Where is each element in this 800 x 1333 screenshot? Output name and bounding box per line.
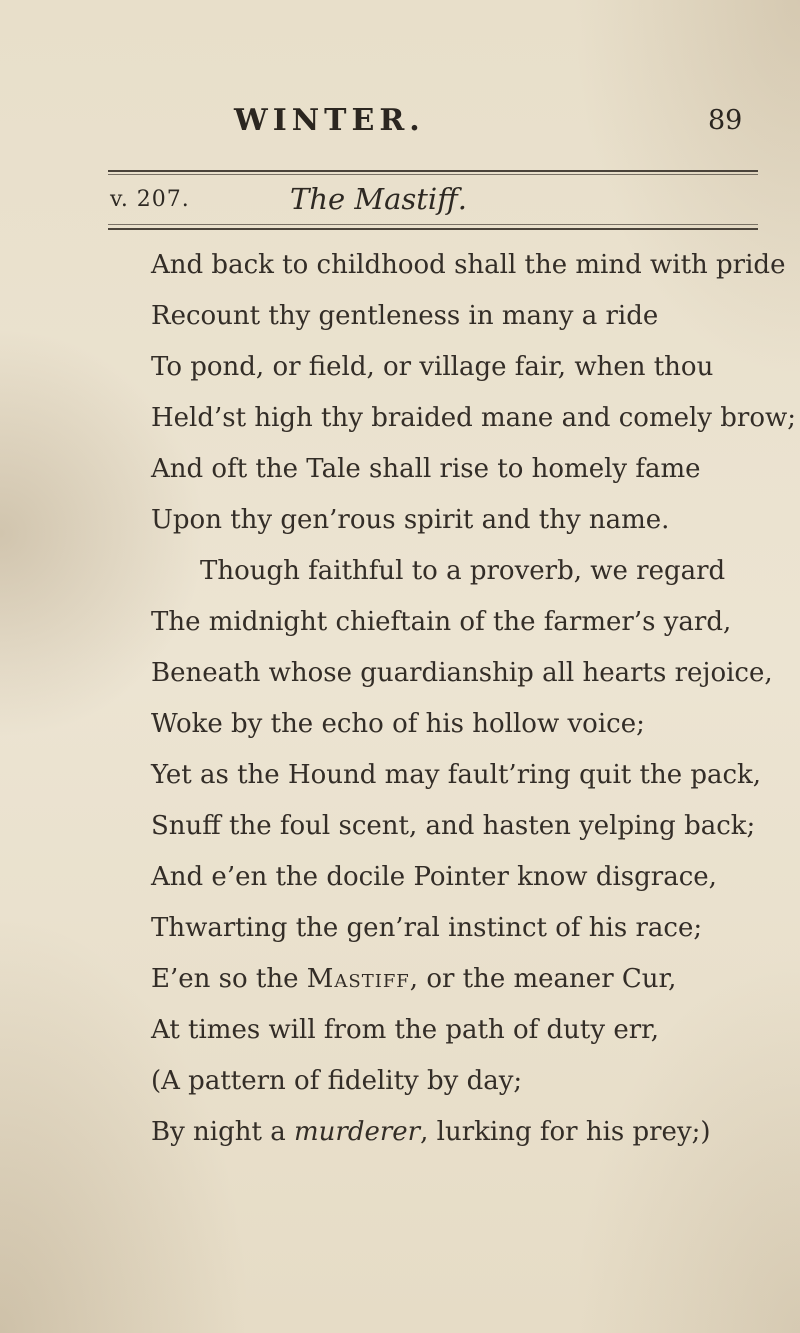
poem-line: To pond, or field, or village fair, when thou — [151, 352, 714, 382]
poem-line: Upon thy gen’rous spirit and thy name. — [151, 505, 670, 535]
poem-line: Yet as the Hound may fault’ring quit the pack, — [151, 760, 762, 790]
poem-line — [151, 1015, 659, 1045]
poem-line: Woke by the echo of his hollow voice; — [151, 709, 645, 739]
subheader — [0, 180, 800, 220]
line-text: E’en so the — [151, 964, 307, 994]
line-text-italic: murderer — [294, 1117, 421, 1147]
bottom-rule-thin — [108, 224, 758, 225]
bottom-rule — [108, 228, 758, 230]
poem-line: Thwarting the gen’ral instinct of his race; — [151, 913, 703, 943]
line-text: (A pattern of fidelity by day; — [151, 1066, 523, 1096]
poem-line: And back to childhood shall the mind with pride — [151, 250, 786, 280]
poem-line: The midnight chieftain of the farmer’s yard, — [151, 607, 732, 637]
top-rule-thin — [108, 174, 758, 175]
running-title: WINTER. — [234, 103, 425, 138]
section-title: The Mastiff. — [290, 182, 467, 216]
top-rule — [108, 170, 758, 172]
line-text: , or the meaner Cur, — [409, 964, 677, 994]
poem-line — [151, 964, 676, 994]
poem-line: And oft the Tale shall rise to homely fame — [151, 454, 701, 484]
poem-line: Though faithful to a proverb, we regard — [200, 556, 726, 586]
line-text: At times will from the path of duty err, — [151, 1015, 659, 1045]
poem-line: And e’en the docile Pointer know disgrace, — [151, 862, 717, 892]
poem-line — [151, 1117, 711, 1147]
poem-line — [151, 1066, 522, 1096]
line-text: , lurking for his prey;) — [420, 1117, 711, 1147]
poem-line: Beneath whose guardianship all hearts rejoice, — [151, 658, 773, 688]
line-text-smallcaps: Mastiff — [306, 964, 410, 994]
poem-line: Recount thy gentleness in many a ride — [151, 301, 659, 331]
poem-line: Snuff the foul scent, and hasten yelping back; — [151, 811, 756, 841]
running-head — [0, 103, 800, 143]
poem-line: Held’st high thy braided mane and comely brow; — [151, 403, 796, 433]
verse-number: v. 207. — [110, 187, 190, 212]
line-text: By night a — [151, 1117, 294, 1147]
page-number: 89 — [708, 105, 743, 136]
